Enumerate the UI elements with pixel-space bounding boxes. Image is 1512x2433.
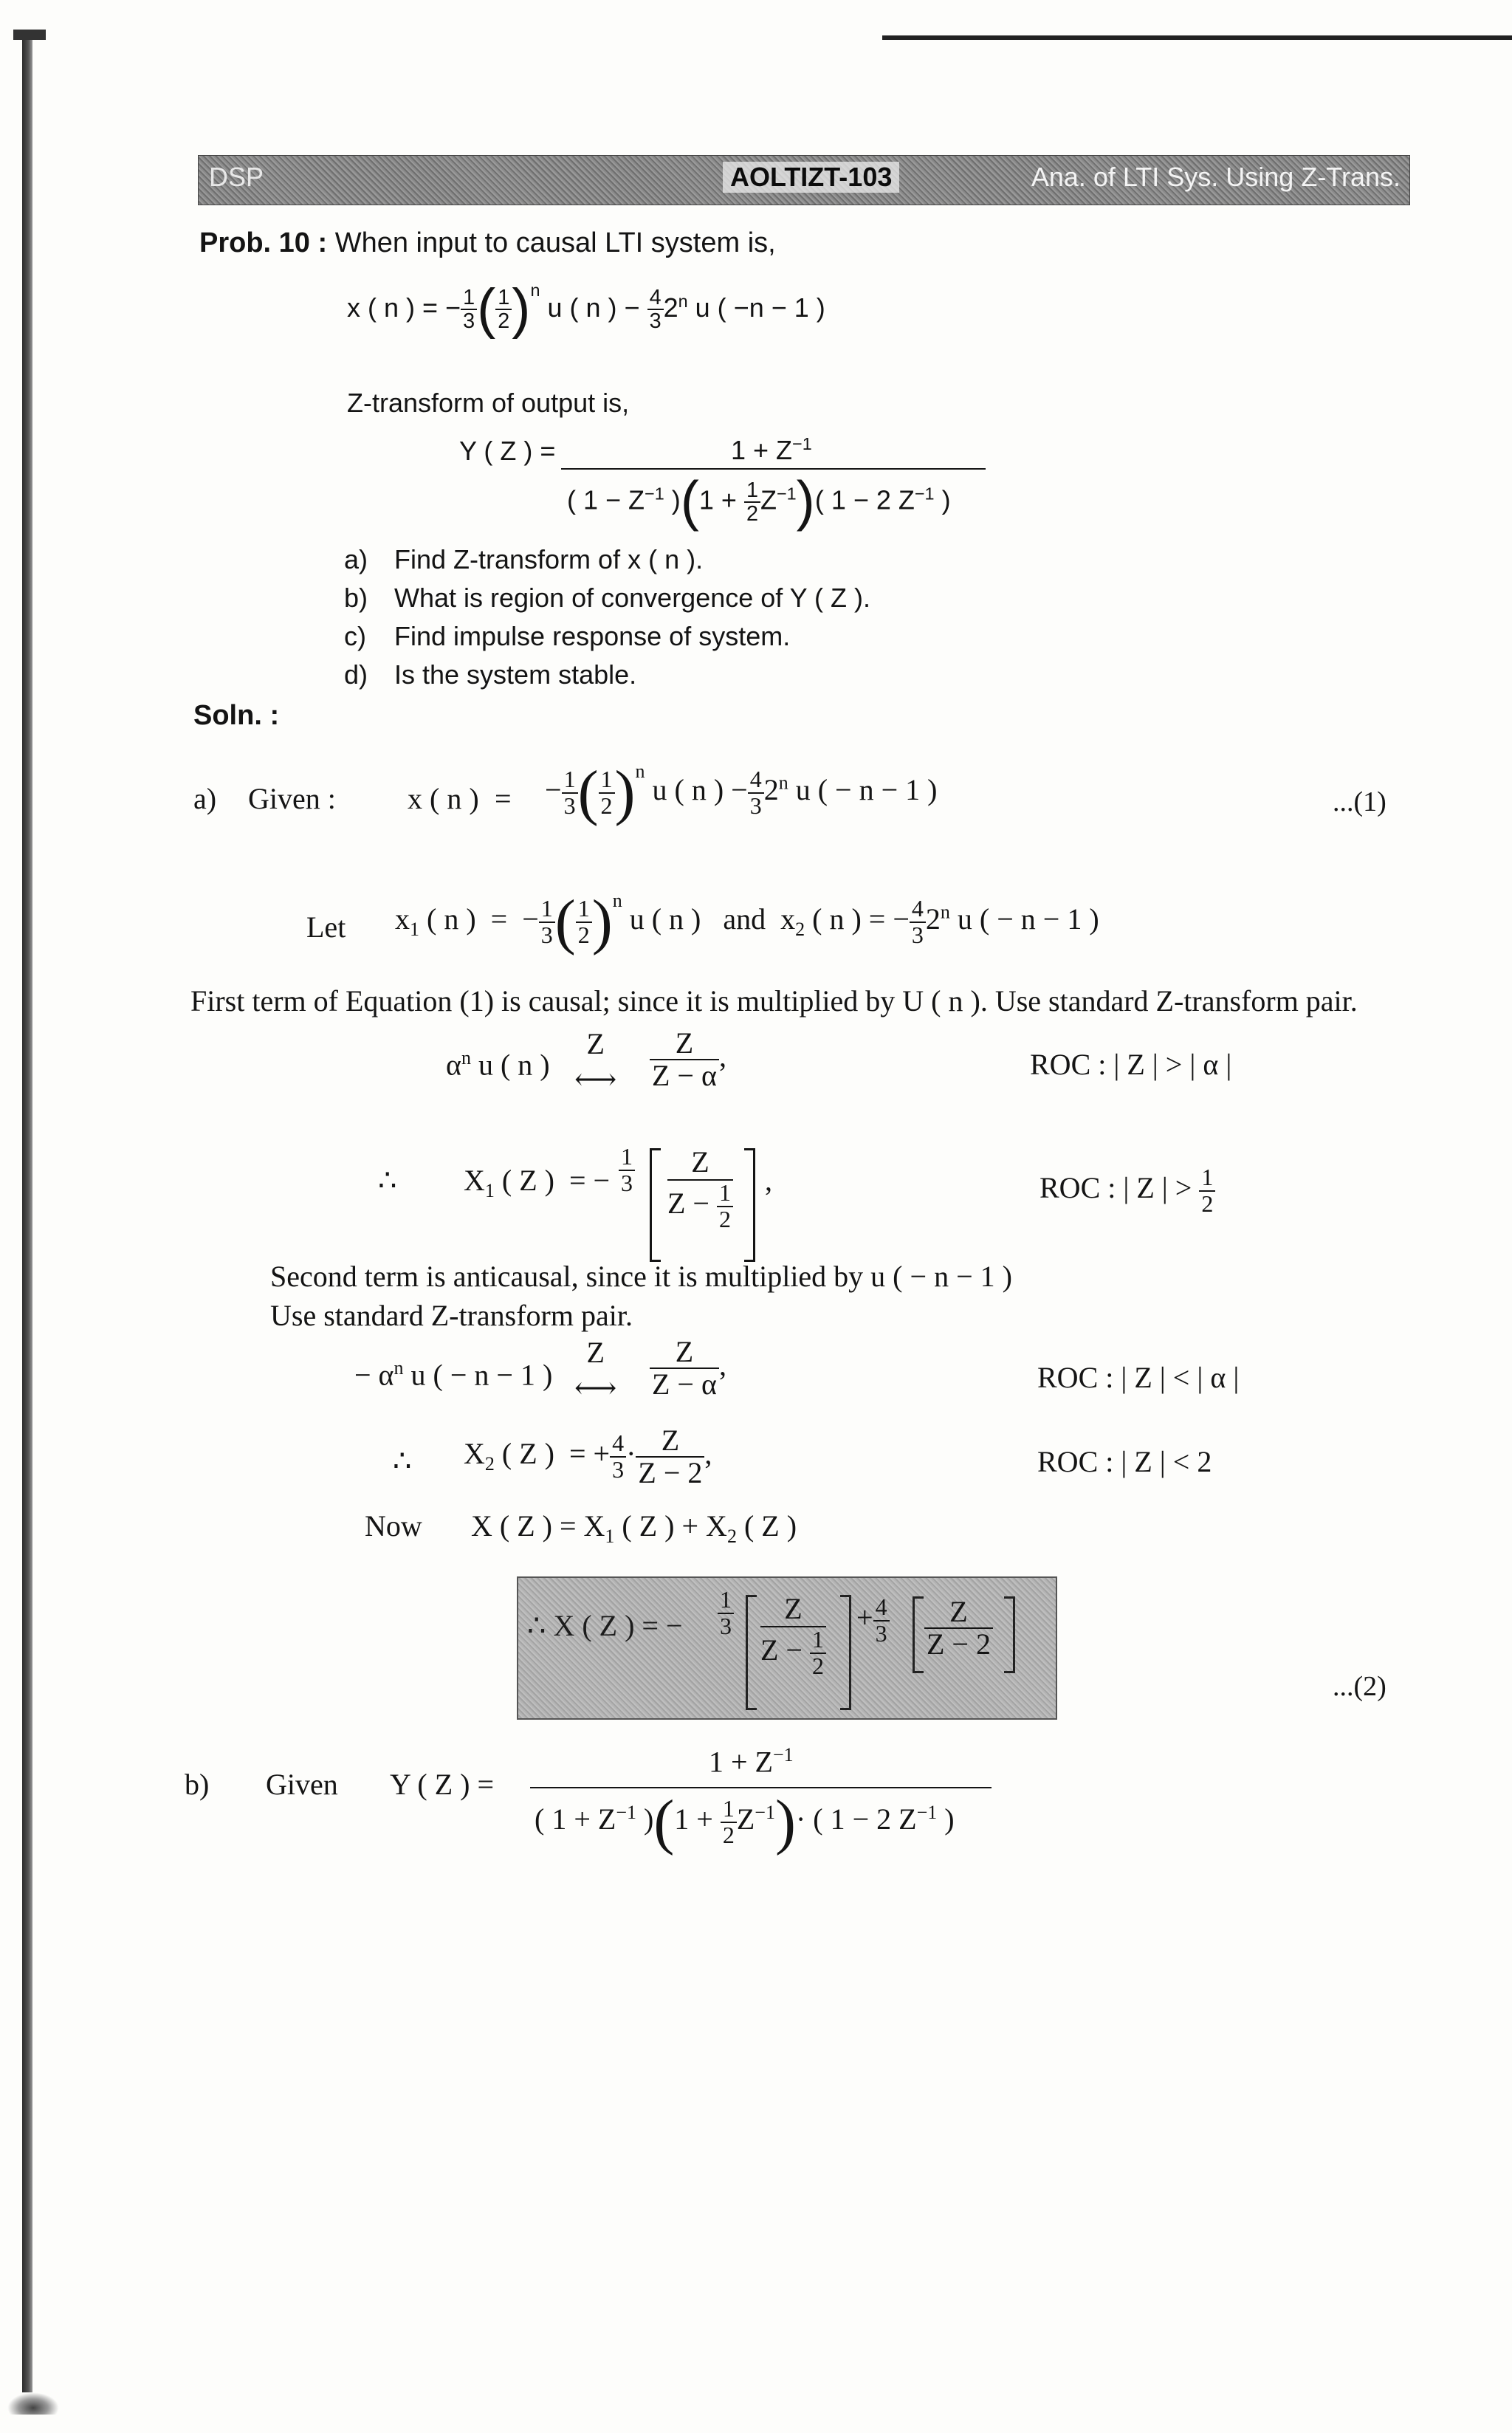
boxed-lhs: ∴ X ( Z ) = − [527, 1609, 683, 1642]
pair2-lhs: − $\alpha^n$ u ( − n − 1 ) [354, 1357, 553, 1392]
part-b-numerator: $1 + Z^{-1}$ [709, 1744, 794, 1779]
part-a-letter: a) [193, 782, 217, 815]
boxed-fraction-1: Z Z − $\frac{1}{2}$ [760, 1591, 826, 1678]
output-intro: Z-transform of output is, [347, 388, 630, 418]
equation-tag-1: ...(1) [1333, 786, 1386, 817]
part-b-lhs: Y ( Z ) = [390, 1768, 495, 1801]
part-a-lhs: x ( n ) [408, 782, 479, 815]
use-pair-sentence: Use standard Z-transform pair. [270, 1299, 633, 1332]
boxed-bracket-2-right [1004, 1596, 1015, 1673]
question-c [344, 617, 870, 656]
therefore-1: ∴ [378, 1164, 397, 1197]
x1-left-bracket [650, 1148, 661, 1262]
output-numerator: $1 + Z^{-1}$ [731, 434, 812, 465]
question-b [344, 579, 870, 617]
part-a-tail: u ( n ) − [652, 773, 748, 806]
input-equation: x ( n ) = − $\frac{1}{3}$ ( $\frac{1}{2}$ )$^n$ u ( n ) − $\frac{4}{3}$ 2$^n$ u ( −n − 1 ) [347, 278, 825, 340]
question-list [344, 541, 870, 694]
running-header [198, 155, 1410, 205]
question-d [344, 656, 870, 694]
page-binding-smudge [7, 2392, 59, 2415]
now-word: Now [365, 1509, 422, 1542]
pair2-arrow: Z ⟷ [574, 1336, 617, 1404]
pair1-arrow: Z ⟷ [574, 1027, 617, 1096]
input-term2-tail: u ( −n − 1 ) [695, 292, 825, 323]
page-binding-cap [13, 30, 46, 40]
part-a-tail2: u ( − n − 1 ) [795, 773, 938, 806]
question-a-text: Find Z-transform of x ( n ). [394, 544, 704, 574]
part-b-numerator-text: 1 + Z [709, 1745, 773, 1779]
pair2-roc: ROC : | Z | < | α | [1037, 1361, 1240, 1394]
pair2-rhs: $\frac{Z}{Z - \alpha}$ , [650, 1336, 726, 1400]
part-b-fraction-bar [530, 1787, 992, 1788]
pair1-lhs: $\alpha^n$ u ( n ) [446, 1047, 550, 1082]
header-code: AOLTIZT-103 [723, 162, 899, 193]
pair1-roc: ROC : | Z | > | α | [1030, 1048, 1232, 1081]
boxed-bracket-1-right [840, 1595, 851, 1710]
sum-equation: X ( Z ) = $X_1$ ( Z ) + $X_2$ ( Z ) [471, 1509, 797, 1547]
part-a-rhs: − $\frac{1}{3}$ ( $\frac{1}{2}$ )$^n$ u ( n ) − $\frac{4}{3}$ 2$^n$ u ( − n − 1 ) [545, 758, 938, 827]
pair1-rhs: $\frac{Z}{Z - \alpha}$ , [650, 1028, 726, 1091]
boxed-plus-coef: + $\frac{4}{3}$ [856, 1595, 890, 1646]
x1-comma: , [765, 1164, 772, 1197]
problem-label: Prob. 10 : [199, 227, 328, 258]
problem-intro: When input to causal LTI system is, [334, 227, 776, 258]
x1-coef: $\frac{1}{3}$ [619, 1145, 635, 1195]
header-chapter: Ana. of LTI Sys. Using Z-Trans. [1031, 162, 1401, 192]
x2-equation: $X_2$ ( Z ) = + $\frac{4}{3}$ · $\frac{Z}{Z - 2}$ , [464, 1424, 712, 1489]
x1-fraction: Z Z − $\frac{1}{2}$ [667, 1145, 733, 1232]
output-denominator: ( $1 - Z^{-1}$ )(1 + $\frac{1}{2}$ $Z^{-1}$)( 1 − 2 $Z^{-1}$ ) [567, 470, 951, 532]
x1-roc: ROC : | Z | > $\frac{1}{2}$ [1040, 1165, 1215, 1216]
x1-right-bracket [744, 1148, 755, 1262]
question-d-letter: d) [344, 659, 368, 690]
let-label: Let [306, 910, 346, 944]
output-numerator-text: 1 + Z [731, 435, 793, 465]
problem-heading [199, 227, 776, 259]
therefore-2: ∴ [393, 1444, 412, 1478]
question-b-text: What is region of convergence of Y ( Z ). [394, 583, 870, 613]
and-word: and [723, 902, 766, 936]
header-subject: DSP [209, 162, 264, 192]
output-fraction-bar [561, 468, 986, 470]
boxed-bracket-1-left [746, 1595, 757, 1710]
question-a [344, 541, 870, 579]
output-lhs: Y ( Z ) = [459, 436, 556, 466]
question-a-letter: a) [344, 544, 368, 574]
part-b-letter: b) [185, 1768, 210, 1801]
input-lhs: x ( n ) = [347, 292, 439, 323]
question-c-letter: c) [344, 621, 366, 651]
top-rule [882, 35, 1512, 40]
part-a-eq: = [495, 782, 512, 815]
x2-roc: ROC : | Z | < 2 [1037, 1445, 1212, 1478]
alpha-symbol: α [446, 1048, 461, 1082]
let-definitions: $x_1$ ( n ) = − $\frac{1}{3}$ ( $\frac{1}{2}$ )$^n$ u ( n ) and $x_2$ ( n ) = − $\frac{4}{3}$ 2$^n$ u ( − n − 1 ) [395, 887, 1099, 956]
second-term-sentence: Second term is anticausal, since it is multiplied by u ( − n − 1 ) [270, 1260, 1012, 1293]
part-b-given: Given [266, 1768, 338, 1801]
part-b-denominator: ( $1 + Z^{-1}$ )(1 + $\frac{1}{2}$ $Z^{-1})\cdot$ ( 1 − 2 $Z^{-1}$ ) [535, 1788, 955, 1856]
x1-lhs: $X_1$ ( Z ) = − [464, 1164, 611, 1201]
input-term1-tail: u ( n ) − [547, 292, 640, 323]
boxed-fraction-2: $\frac{Z}{Z - 2}$ [924, 1596, 993, 1660]
boxed-bracket-2-left [913, 1596, 924, 1673]
part-a-given: Given : [248, 782, 336, 815]
page-binding-edge [22, 30, 32, 2392]
equation-tag-2: ...(2) [1333, 1671, 1386, 1702]
sum-text: X ( Z ) = X [471, 1509, 605, 1542]
first-term-sentence: First term of Equation (1) is causal; since it is multiplied by U ( n ). Use standard Z-transform pair. [190, 984, 1358, 1018]
question-b-letter: b) [344, 583, 368, 613]
x1-symbol: x [395, 902, 410, 936]
boxed-coef-1: $\frac{1}{3}$ [718, 1588, 734, 1638]
x1-roc-text: ROC : | Z | > [1040, 1170, 1192, 1204]
question-c-text: Find impulse response of system. [394, 621, 791, 651]
solution-label: Soln. : [193, 700, 280, 731]
question-d-text: Is the system stable. [394, 659, 637, 690]
